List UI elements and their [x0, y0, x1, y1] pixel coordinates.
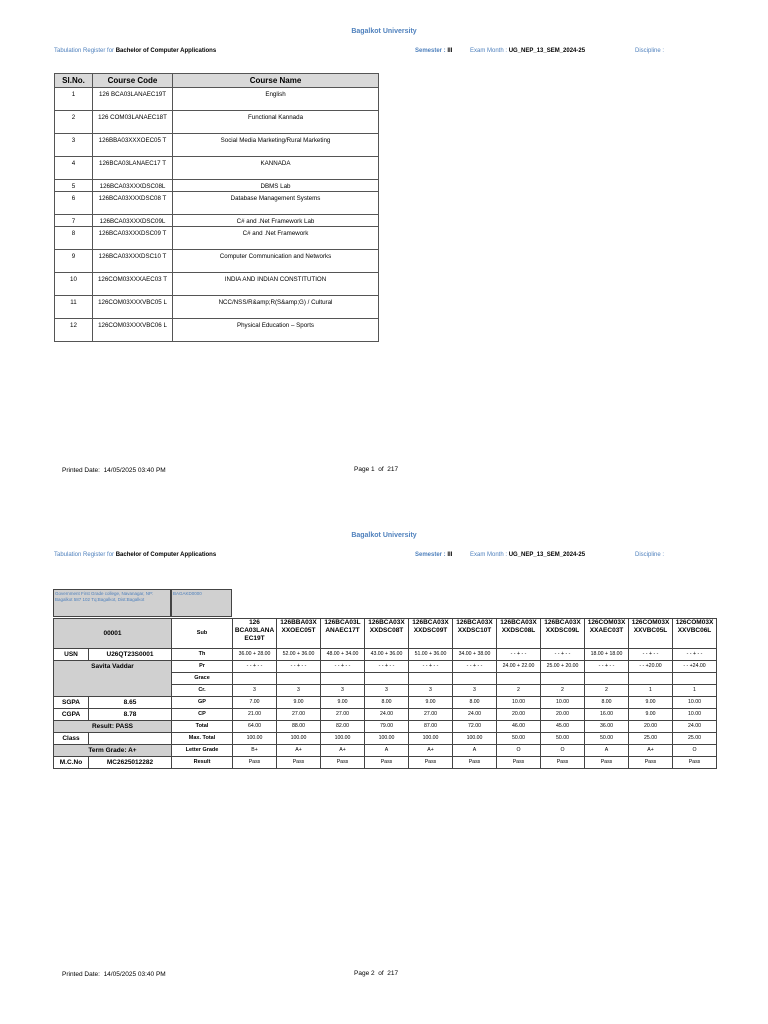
- mark-cell: 7.00: [233, 697, 277, 709]
- term-grade: Term Grade: A+: [54, 745, 172, 757]
- mark-cell: 72.00: [453, 721, 497, 733]
- course-code: 126BCA03XXXDSC10 T: [93, 250, 173, 273]
- mark-cell: [541, 673, 585, 685]
- course-slno: 3: [55, 134, 93, 157]
- page-total: 217: [387, 970, 399, 977]
- mark-cell: 8.00: [453, 697, 497, 709]
- marks-row: [54, 733, 717, 745]
- course-name: Physical Education – Sports: [173, 319, 379, 342]
- mark-cell: 20.00: [629, 721, 673, 733]
- course-slno: 9: [55, 250, 93, 273]
- page-number-1: [354, 466, 398, 473]
- mark-cell: [497, 673, 541, 685]
- mark-cell: - - + - -: [453, 661, 497, 673]
- mark-cell: Pass: [321, 757, 365, 769]
- marks-row: [54, 619, 717, 649]
- mark-cell: Pass: [585, 757, 629, 769]
- mark-cell: 25.00 + 20.00: [541, 661, 585, 673]
- printed-date-2: [62, 971, 166, 978]
- course-slno: 4: [55, 157, 93, 180]
- course-code: 126BCA03LANAEC17 T: [93, 157, 173, 180]
- mark-cell: 20.00: [541, 709, 585, 721]
- mark-cell: 3: [365, 685, 409, 697]
- college-name: Government First Grade college, Navanagar, NP: Bagalkot 587 102 Tq:Bagalkot, Dist:Bagalkot: [53, 589, 171, 617]
- mark-cell: 3: [409, 685, 453, 697]
- program-name: Bachelor of Computer Applications: [115, 48, 217, 54]
- mark-cell: 46.00: [497, 721, 541, 733]
- mark-cell: 24.00: [673, 721, 717, 733]
- mark-cell: 34.00 + 38.00: [453, 649, 497, 661]
- row-label: GP: [172, 697, 233, 709]
- mark-cell: 9.00: [629, 697, 673, 709]
- course-slno: 11: [55, 296, 93, 319]
- mark-cell: 9.00: [277, 697, 321, 709]
- register-heading: [54, 48, 216, 54]
- mark-cell: 36.00: [585, 721, 629, 733]
- mark-cell: - - + - -: [277, 661, 321, 673]
- mark-cell: 88.00: [277, 721, 321, 733]
- course-name: Computer Communication and Networks: [173, 250, 379, 273]
- sgpa-value: 8.65: [89, 697, 172, 709]
- page-label: Page 2: [354, 970, 375, 977]
- marks-row: [54, 745, 717, 757]
- mark-cell: 50.00: [497, 733, 541, 745]
- row-label: Pr: [172, 661, 233, 673]
- printed-date-1: [62, 467, 166, 474]
- mark-cell: 3: [233, 685, 277, 697]
- subject-code: 126COM03X XXAEC03T: [585, 619, 629, 649]
- mark-cell: [321, 673, 365, 685]
- subject-code: 126BCA03X XXDSC09L: [541, 619, 585, 649]
- course-code: 126COM03XXXVBC06 L: [93, 319, 173, 342]
- page-of: of: [378, 466, 384, 473]
- course-name: Social Media Marketing/Rural Marketing: [173, 134, 379, 157]
- mark-cell: 25.00: [629, 733, 673, 745]
- result-summary: Result: PASS: [54, 721, 172, 733]
- mark-cell: 100.00: [233, 733, 277, 745]
- mark-cell: [409, 673, 453, 685]
- mark-cell: 87.00: [409, 721, 453, 733]
- mark-cell: 27.00: [321, 709, 365, 721]
- exam-month-label: Exam Month :: [470, 48, 508, 54]
- mark-cell: 10.00: [497, 697, 541, 709]
- course-name: C# and .Net Framework Lab: [173, 215, 379, 227]
- mark-cell: - - + - -: [497, 649, 541, 661]
- mark-cell: 9.00: [321, 697, 365, 709]
- mark-cell: 50.00: [541, 733, 585, 745]
- course-code: 126BCA03XXXDSC08 T: [93, 192, 173, 215]
- header-slno: Sl.No.: [55, 74, 93, 88]
- mark-cell: 43.00 + 36.00: [365, 649, 409, 661]
- mark-cell: 25.00: [673, 733, 717, 745]
- course-name: English: [173, 88, 379, 111]
- mark-cell: 64.00: [233, 721, 277, 733]
- printed-label: Printed Date:: [62, 971, 100, 978]
- register-label: Tabulation Register for: [54, 552, 115, 558]
- mark-cell: A: [585, 745, 629, 757]
- mark-cell: 100.00: [453, 733, 497, 745]
- mark-cell: 2: [497, 685, 541, 697]
- row-label: Grace: [172, 673, 233, 685]
- subject-code: 126COM03X XXVBC06L: [673, 619, 717, 649]
- course-slno: 6: [55, 192, 93, 215]
- row-label: Result: [172, 757, 233, 769]
- class-value: [89, 733, 172, 745]
- subject-code: 126COM03X XXVBC05L: [629, 619, 673, 649]
- mark-cell: - - + - -: [541, 649, 585, 661]
- semester-info-2: [415, 552, 452, 558]
- mark-cell: - - + - -: [321, 661, 365, 673]
- course-name: DBMS Lab: [173, 180, 379, 192]
- mark-cell: 24.00: [365, 709, 409, 721]
- subject-code: 126BCA03X XXDSC08L: [497, 619, 541, 649]
- course-name: NCC/NSS/R&amp;R(S&amp;G) / Cultural: [173, 296, 379, 319]
- mark-cell: 1: [673, 685, 717, 697]
- printed-date-value: 14/05/2025 03:40 PM: [103, 467, 166, 474]
- page-total: 217: [387, 466, 399, 473]
- exam-month-info-2: [470, 552, 585, 558]
- mcno-value: MC2625012282: [89, 757, 172, 769]
- mark-cell: 100.00: [409, 733, 453, 745]
- mark-cell: A+: [629, 745, 673, 757]
- exam-month-label: Exam Month :: [470, 552, 508, 558]
- marks-row: [54, 697, 717, 709]
- header-course-name: Course Name: [173, 74, 379, 88]
- course-code: 126COM03XXXVBC05 L: [93, 296, 173, 319]
- marks-table: [53, 618, 717, 769]
- page-label: Page 1: [354, 466, 375, 473]
- mark-cell: 2: [541, 685, 585, 697]
- marks-row: [54, 661, 717, 673]
- row-label: Max. Total: [172, 733, 233, 745]
- course-slno: 5: [55, 180, 93, 192]
- subject-code: 126BCA03L ANAEC17T: [321, 619, 365, 649]
- mark-cell: - - + - -: [409, 661, 453, 673]
- course-table-header: [55, 74, 379, 88]
- mark-cell: A+: [277, 745, 321, 757]
- mark-cell: Pass: [673, 757, 717, 769]
- course-slno: 2: [55, 111, 93, 134]
- semester-info: [415, 48, 452, 54]
- page-number-2: [354, 970, 398, 977]
- mark-cell: Pass: [453, 757, 497, 769]
- mark-cell: 2: [585, 685, 629, 697]
- course-row: [55, 215, 379, 227]
- mark-cell: O: [541, 745, 585, 757]
- sub-label: Sub: [172, 619, 233, 649]
- mark-cell: [585, 673, 629, 685]
- student-serial: 00001: [54, 619, 172, 649]
- university-title-2: Bagalkot University: [351, 532, 417, 539]
- exam-month-info: [470, 48, 585, 54]
- mark-cell: 100.00: [277, 733, 321, 745]
- mark-cell: Pass: [409, 757, 453, 769]
- mcno-label: M.C.No: [54, 757, 89, 769]
- mark-cell: Pass: [629, 757, 673, 769]
- course-slno: 10: [55, 273, 93, 296]
- semester-value: III: [447, 552, 453, 558]
- marks-row: [54, 721, 717, 733]
- mark-cell: 100.00: [365, 733, 409, 745]
- mark-cell: 27.00: [409, 709, 453, 721]
- course-code: 126 COM03LANAEC18T: [93, 111, 173, 134]
- mark-cell: 48.00 + 34.00: [321, 649, 365, 661]
- mark-cell: 82.00: [321, 721, 365, 733]
- mark-cell: B+: [233, 745, 277, 757]
- mark-cell: [629, 673, 673, 685]
- course-name: Functional Kannada: [173, 111, 379, 134]
- course-row: [55, 273, 379, 296]
- mark-cell: O: [673, 745, 717, 757]
- header-course-code: Course Code: [93, 74, 173, 88]
- mark-cell: 36.00 + 28.00: [233, 649, 277, 661]
- mark-cell: - - + - -: [585, 661, 629, 673]
- course-code: 126BCA03XXXDSC08L: [93, 180, 173, 192]
- row-label: Total: [172, 721, 233, 733]
- university-title: Bagalkot University: [351, 28, 417, 35]
- exam-month-value: UG_NEP_13_SEM_2024-25: [508, 48, 586, 54]
- mark-cell: A+: [409, 745, 453, 757]
- semester-label: Semester :: [415, 552, 446, 558]
- mark-cell: 51.00 + 36.00: [409, 649, 453, 661]
- course-row: [55, 296, 379, 319]
- course-row: [55, 319, 379, 342]
- register-label: Tabulation Register for: [54, 48, 115, 54]
- mark-cell: 20.00: [497, 709, 541, 721]
- course-name: INDIA AND INDIAN CONSTITUTION: [173, 273, 379, 296]
- cgpa-value: 8.78: [89, 709, 172, 721]
- course-row: [55, 134, 379, 157]
- course-table: [54, 73, 379, 342]
- row-label: Letter Grade: [172, 745, 233, 757]
- course-name: C# and .Net Framework: [173, 227, 379, 250]
- mark-cell: 52.00 + 36.00: [277, 649, 321, 661]
- exam-month-value: UG_NEP_13_SEM_2024-25: [508, 552, 586, 558]
- mark-cell: - - +24.00: [673, 661, 717, 673]
- course-row: [55, 227, 379, 250]
- usn-value: U26QT23S0001: [89, 649, 172, 661]
- course-row: [55, 180, 379, 192]
- mark-cell: Pass: [233, 757, 277, 769]
- course-code: 126BCA03XXXDSC09L: [93, 215, 173, 227]
- mark-cell: 18.00 + 18.00: [585, 649, 629, 661]
- course-row: [55, 88, 379, 111]
- subject-code: 126 BCA03LANA EC19T: [233, 619, 277, 649]
- mark-cell: 24.00: [453, 709, 497, 721]
- discipline-label-2: Discipline :: [635, 552, 665, 558]
- mark-cell: [365, 673, 409, 685]
- mark-cell: 10.00: [541, 697, 585, 709]
- course-row: [55, 157, 379, 180]
- mark-cell: - - +20.00: [629, 661, 673, 673]
- course-slno: 1: [55, 88, 93, 111]
- mark-cell: 21.00: [233, 709, 277, 721]
- subject-code: 126BCA03X XXDSC08T: [365, 619, 409, 649]
- row-label: CP: [172, 709, 233, 721]
- mark-cell: 100.00: [321, 733, 365, 745]
- discipline-label: Discipline :: [635, 48, 665, 54]
- mark-cell: 45.00: [541, 721, 585, 733]
- mark-cell: - - + - -: [233, 661, 277, 673]
- semester-label: Semester :: [415, 48, 446, 54]
- page-of: of: [378, 970, 384, 977]
- course-code: 126BBA03XXXOEC05 T: [93, 134, 173, 157]
- sgpa-label: SGPA: [54, 697, 89, 709]
- register-heading-2: [54, 552, 216, 558]
- mark-cell: [233, 673, 277, 685]
- college-code: BAGAKD0000: [171, 589, 232, 617]
- mark-cell: - - + - -: [629, 649, 673, 661]
- mark-cell: 3: [321, 685, 365, 697]
- printed-date-value: 14/05/2025 03:40 PM: [103, 971, 166, 978]
- subject-code: 126BCA03X XXDSC09T: [409, 619, 453, 649]
- mark-cell: 16.00: [585, 709, 629, 721]
- course-slno: 12: [55, 319, 93, 342]
- student-name: Savita Vaddar: [54, 661, 172, 697]
- mark-cell: [277, 673, 321, 685]
- marks-row: [54, 709, 717, 721]
- subject-code: 126BCA03X XXDSC10T: [453, 619, 497, 649]
- row-label: Cr.: [172, 685, 233, 697]
- printed-label: Printed Date:: [62, 467, 100, 474]
- course-row: [55, 250, 379, 273]
- mark-cell: 8.00: [585, 697, 629, 709]
- course-row: [55, 111, 379, 134]
- semester-value: III: [447, 48, 453, 54]
- mark-cell: 10.00: [673, 709, 717, 721]
- program-name: Bachelor of Computer Applications: [115, 552, 217, 558]
- mark-cell: Pass: [365, 757, 409, 769]
- mark-cell: [453, 673, 497, 685]
- course-name: Database Management Systems: [173, 192, 379, 215]
- mark-cell: 3: [453, 685, 497, 697]
- mark-cell: 24.00 + 22.00: [497, 661, 541, 673]
- mark-cell: A: [365, 745, 409, 757]
- course-code: 126COM03XXXAEC03 T: [93, 273, 173, 296]
- mark-cell: 8.00: [365, 697, 409, 709]
- course-row: [55, 192, 379, 215]
- subject-code: 126BBA03X XXOEC05T: [277, 619, 321, 649]
- mark-cell: [673, 673, 717, 685]
- course-slno: 7: [55, 215, 93, 227]
- usn-label: USN: [54, 649, 89, 661]
- mark-cell: 27.00: [277, 709, 321, 721]
- mark-cell: 3: [277, 685, 321, 697]
- marks-row: [54, 757, 717, 769]
- mark-cell: 10.00: [673, 697, 717, 709]
- course-code: 126BCA03XXXDSC09 T: [93, 227, 173, 250]
- mark-cell: A: [453, 745, 497, 757]
- mark-cell: 1: [629, 685, 673, 697]
- course-name: KANNADA: [173, 157, 379, 180]
- course-slno: 8: [55, 227, 93, 250]
- mark-cell: 79.00: [365, 721, 409, 733]
- mark-cell: Pass: [497, 757, 541, 769]
- mark-cell: - - + - -: [673, 649, 717, 661]
- marks-row: [54, 649, 717, 661]
- mark-cell: Pass: [277, 757, 321, 769]
- mark-cell: Pass: [541, 757, 585, 769]
- mark-cell: O: [497, 745, 541, 757]
- row-label: Th: [172, 649, 233, 661]
- mark-cell: - - + - -: [365, 661, 409, 673]
- cgpa-label: CGPA: [54, 709, 89, 721]
- course-code: 126 BCA03LANAEC19T: [93, 88, 173, 111]
- mark-cell: 9.00: [629, 709, 673, 721]
- class-label: Class: [54, 733, 89, 745]
- mark-cell: 50.00: [585, 733, 629, 745]
- mark-cell: 9.00: [409, 697, 453, 709]
- mark-cell: A+: [321, 745, 365, 757]
